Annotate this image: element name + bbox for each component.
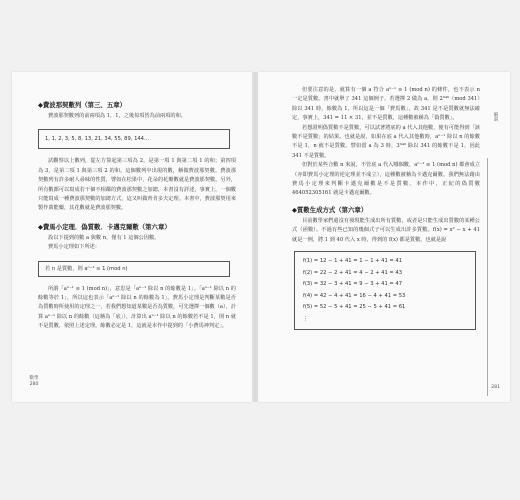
formula-row-ellipsis: ⋮ <box>303 315 309 322</box>
formula-row: f(4) = 42 − 4 + 41 = 16 − 4 + 41 = 53 <box>303 292 406 299</box>
left-page <box>12 72 252 402</box>
formula-row: f(1) = 12 − 1 + 41 = 1 − 1 + 41 = 41 <box>303 258 402 265</box>
formula-row: f(2) = 22 − 2 + 41 = 4 − 2 + 41 = 43 <box>303 269 402 276</box>
right-page <box>258 72 510 402</box>
prime-generation-heading: ◆質數生成方式（第六章） <box>292 205 368 214</box>
right-page-content <box>292 86 480 336</box>
pseudoprime-para-2: 若想證明偽質數不是質數，可以試著將底的 a 代入其他數，便有可能得到「該數不是質數」的結果。也就是說，如果在底 a 代入其他數時，aⁿ⁻¹ 除以 n 的餘數不是 1，n 就不是質數。譬如當 a 為 3 時，3³⁴⁰ 除以 341 的餘數不是 1，因此 341 不是質數。 <box>292 124 480 159</box>
left-footer <box>26 376 42 388</box>
fermat-body-1: 設以下提到的數 a 與數 n，僅有 1 這個公因數。 <box>48 234 160 241</box>
fibonacci-intro: 費波那契數列的前兩項為 1，1，之後每項皆為前兩項的和。 <box>48 113 186 119</box>
prime-formula-box <box>294 251 476 330</box>
fibonacci-sequence-box: 1, 1, 2, 3, 5, 8, 13, 21, 34, 55, 89, 144… <box>38 129 230 149</box>
formula-row: f(5) = 52 − 5 + 41 = 25 − 5 + 41 = 61 <box>303 304 406 311</box>
pseudoprime-para-1: 但要注意的是，就算有一個 a 符合 aⁿ⁻¹ ≡ 1 (mod n) 的條件，也不表示 n 一定是質數。書中就舉了 341 這個例子。若選擇 2 做為 a，則 2³⁴⁰（mod 341）除以 341 時，餘數為 1，所以這是一個「費馬數」，故 341 是不是質數就無法確定，事實上，341 = 11 × 31，並不是質數，這種數被稱為「偽質數」。 <box>292 87 480 122</box>
fermat-body-2: 費馬小定理如下所述： <box>48 244 100 251</box>
fermat-heading: ◆費馬小定理．偽質數．卡邁克爾數（第六章） <box>38 222 171 231</box>
carmichael-para: 但對於某些合數 n 來說，不管底 a 代入哪個數，aⁿ⁻¹ ≡ 1 (mod n) 都會成立（亦即費馬小定理的逆定理並不成立），這種數被稱為卡邁克爾數。我們無法藉由費馬小定理來判斷卡邁克爾數是不是質數。本作中，正紀的偽質數 464052305161 就是卡邁克爾數。 <box>292 162 480 197</box>
fibonacci-heading: ◆費波那契數列（第三、五章） <box>38 101 126 109</box>
section-side-label: 解說 <box>493 112 498 122</box>
left-page-number: 280 <box>29 382 39 387</box>
fermat-theorem-box: 若 n 是質數，則 aⁿ⁻¹ ≡ 1 (mod n) <box>38 261 230 277</box>
fermat-body-3: 所謂「aⁿ⁻¹ ≡ 1 (mod n)」，意思是「aⁿ⁻¹ 除以 n 的餘數是 1」。「aⁿ⁻¹ 除以 n 的餘數等於 1」，所以這也表示「aⁿ⁻¹ 除以 n 的餘數為 1」。費馬小定理是判斷某數是否為質數時所使用的定理之一，若我們想知道某數是否為質數，可先選擇一個數（a），計算 aⁿ⁻¹ 除以 n 的餘數（這稱為「底」），計算出 aⁿ⁻¹ 除以 n 的餘數若不是 1，則 n 就不是質數，依照上述定理，餘數必定是 1，這就是本作中提到的「小費馬神判定」。 <box>38 285 236 330</box>
formula-row: f(3) = 32 − 3 + 41 = 9 − 3 + 41 = 47 <box>303 281 402 288</box>
left-footer-title: 數學 <box>29 376 39 381</box>
fibonacci-body: 試觀察以上數列，從左方算起第三項為 2，是第一項 1 與第二項 1 的和；第四項為 3，是第二項 1 與第三項 2 的和。這個數列中出現的數，稱做費波那契數。費波那契數列有許多耐人尋味的性質，譬如在松果中，花朵的花瓣數就是費波那契數。另外，所有數都可以寫成若干個不相鄰的費波那契數之加總，本書沒有詳述，事實上，一個數只能寫成一種費波那契數的加總方式，這又叫做齊肯多夫定理。本書中，費波那契用來製作萬能藥，其花數就是費波那契數。 <box>38 158 236 212</box>
left-page-content <box>38 96 236 332</box>
prime-generation-body: 目前數學家們還沒有發現能生成出所有質數，或者是只能生成出質數的某種公式（函數）。不過有些已知的幾個式子可以生成出許多質數。f(x) = x² − x + 41 就是一例，將 1 到 40 代入 x 時，得到的 f(x) 都是質數，也就是說 <box>292 217 480 243</box>
right-page-number: 281 <box>491 385 500 390</box>
margin-rule <box>487 158 488 396</box>
